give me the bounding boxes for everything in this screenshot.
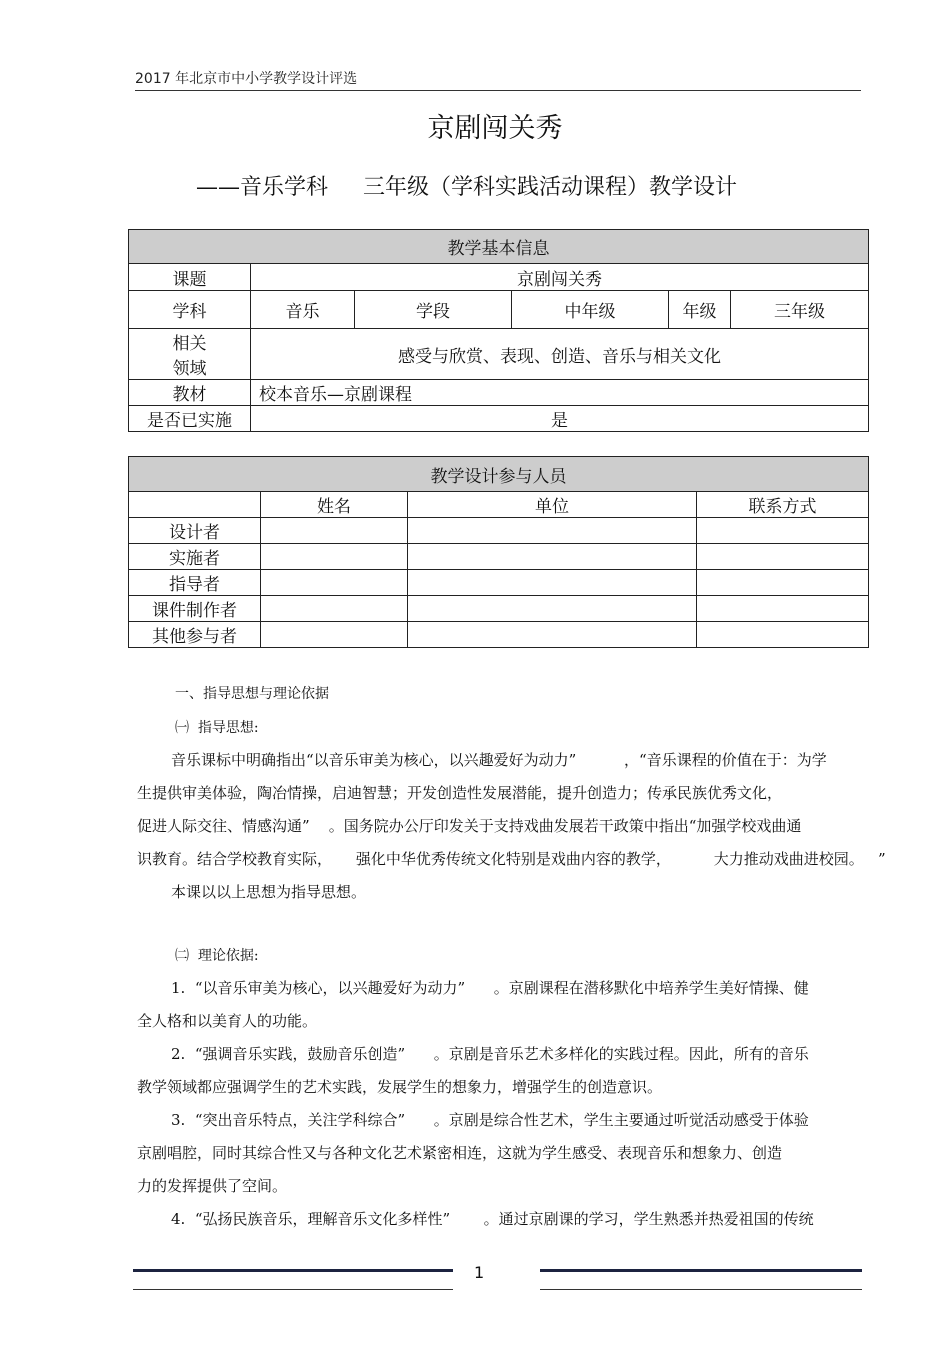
grade-label: 年级 bbox=[669, 291, 731, 329]
subsection-guiding-thought: ㈠ 指导思想: bbox=[175, 720, 259, 736]
subject-label: 学科 bbox=[129, 291, 251, 329]
basic-info-table bbox=[128, 229, 869, 432]
name-cell bbox=[261, 622, 408, 648]
table-row bbox=[129, 518, 869, 544]
subject-value: 音乐 bbox=[251, 291, 355, 329]
name-cell bbox=[261, 570, 408, 596]
basic-info-heading: 教学基本信息 bbox=[129, 230, 869, 264]
header-rule bbox=[135, 90, 861, 91]
unit-cell bbox=[408, 518, 697, 544]
footer-rule-left-thin bbox=[133, 1289, 453, 1290]
stage-value: 中年级 bbox=[512, 291, 669, 329]
contact-cell bbox=[697, 570, 869, 596]
document-title: 京剧闯关秀 bbox=[427, 113, 563, 144]
document-subtitle: ——音乐学科 三年级（学科实践活动课程）教学设计 bbox=[196, 175, 737, 200]
column-header-name: 姓名 bbox=[261, 492, 408, 518]
unit-cell bbox=[408, 570, 697, 596]
contact-cell bbox=[697, 622, 869, 648]
role-designer: 设计者 bbox=[129, 518, 261, 544]
role-courseware-maker: 课件制作者 bbox=[129, 596, 261, 622]
footer-rule-right-thick bbox=[540, 1269, 862, 1272]
stage-label: 学段 bbox=[355, 291, 512, 329]
paragraph-line: 3. “突出音乐特点，关注学科综合” 。京剧是综合性艺术，学生主要通过听觉活动感受于体验 bbox=[171, 1111, 809, 1129]
implemented-value: 是 bbox=[251, 406, 869, 432]
paragraph-line: 促进人际交往、情感沟通” 。国务院办公厅印发关于支持戏曲发展若干政策中指出“加强学校戏曲通 bbox=[137, 817, 802, 835]
paragraph-line: 1. “以音乐审美为核心，以兴趣爱好为动力” 。京剧课程在潜移默化中培养学生美好情操、健 bbox=[171, 979, 809, 997]
grade-value: 三年级 bbox=[731, 291, 869, 329]
column-header-unit: 单位 bbox=[408, 492, 697, 518]
contact-cell bbox=[697, 596, 869, 622]
name-cell bbox=[261, 518, 408, 544]
paragraph-line: 音乐课标中明确指出“以音乐审美为核心，以兴趣爱好为动力” ，“音乐课程的价值在于：为学 bbox=[171, 751, 827, 769]
paragraph-line: 教学领域都应强调学生的艺术实践，发展学生的想象力，增强学生的创造意识。 bbox=[137, 1078, 663, 1096]
contact-cell bbox=[697, 544, 869, 570]
role-other-participants: 其他参与者 bbox=[129, 622, 261, 648]
table-row bbox=[129, 596, 869, 622]
running-header: 2017 年北京市中小学教学设计评选 bbox=[135, 71, 358, 87]
contact-cell bbox=[697, 518, 869, 544]
paragraph-line: 生提供审美体验，陶冶情操，启迪智慧；开发创造性发展潜能，提升创造力；传承民族优秀文化， bbox=[137, 784, 783, 802]
footer-rule-right-thin bbox=[540, 1289, 862, 1290]
paragraph-line: 京剧唱腔，同时其综合性又与各种文化艺术紧密相连，这就为学生感受、表现音乐和想象力、创造 bbox=[137, 1144, 783, 1162]
column-header-contact: 联系方式 bbox=[697, 492, 869, 518]
paragraph-line: 力的发挥提供了空间。 bbox=[137, 1177, 288, 1195]
footer-rule-left-thick bbox=[133, 1269, 453, 1272]
unit-cell bbox=[408, 622, 697, 648]
domain-label bbox=[129, 329, 251, 380]
blank-corner-cell bbox=[129, 492, 261, 518]
paragraph-line: 全人格和以美育人的功能。 bbox=[137, 1012, 318, 1030]
role-advisor: 指导者 bbox=[129, 570, 261, 596]
subsection-theory: ㈡ 理论依据: bbox=[175, 948, 259, 964]
name-cell bbox=[261, 544, 408, 570]
table-row bbox=[129, 544, 869, 570]
paragraph-line: 4. “弘扬民族音乐，理解音乐文化多样性” 。通过京剧课的学习，学生熟悉并热爱祖国的传统 bbox=[171, 1210, 814, 1228]
section-heading-1: 一、指导思想与理论依据 bbox=[175, 686, 329, 702]
domain-label-line2: 领域 bbox=[172, 359, 207, 379]
participants-table bbox=[128, 456, 869, 648]
topic-label: 课题 bbox=[129, 264, 251, 291]
domain-value: 感受与欣赏、表现、创造、音乐与相关文化 bbox=[251, 329, 869, 380]
paragraph-line: 本课以以上思想为指导思想。 bbox=[171, 883, 367, 901]
implemented-label: 是否已实施 bbox=[129, 406, 251, 432]
domain-label-line1: 相关 bbox=[172, 334, 207, 354]
table-row bbox=[129, 622, 869, 648]
role-implementer: 实施者 bbox=[129, 544, 261, 570]
participants-heading: 教学设计参与人员 bbox=[129, 457, 869, 492]
name-cell bbox=[261, 596, 408, 622]
unit-cell bbox=[408, 544, 697, 570]
paragraph-line: 识教育。结合学校教育实际， 强化中华优秀传统文化特别是戏曲内容的教学， 大力推动戏曲进校园。 ” bbox=[137, 850, 886, 868]
unit-cell bbox=[408, 596, 697, 622]
paragraph-line: 2. “强调音乐实践，鼓励音乐创造” 。京剧是音乐艺术多样化的实践过程。因此，所有的音乐 bbox=[171, 1045, 809, 1063]
page-number: 1 bbox=[474, 1263, 485, 1282]
material-value: 校本音乐—京剧课程 bbox=[251, 380, 869, 406]
material-label: 教材 bbox=[129, 380, 251, 406]
table-row bbox=[129, 570, 869, 596]
topic-value: 京剧闯关秀 bbox=[251, 264, 869, 291]
